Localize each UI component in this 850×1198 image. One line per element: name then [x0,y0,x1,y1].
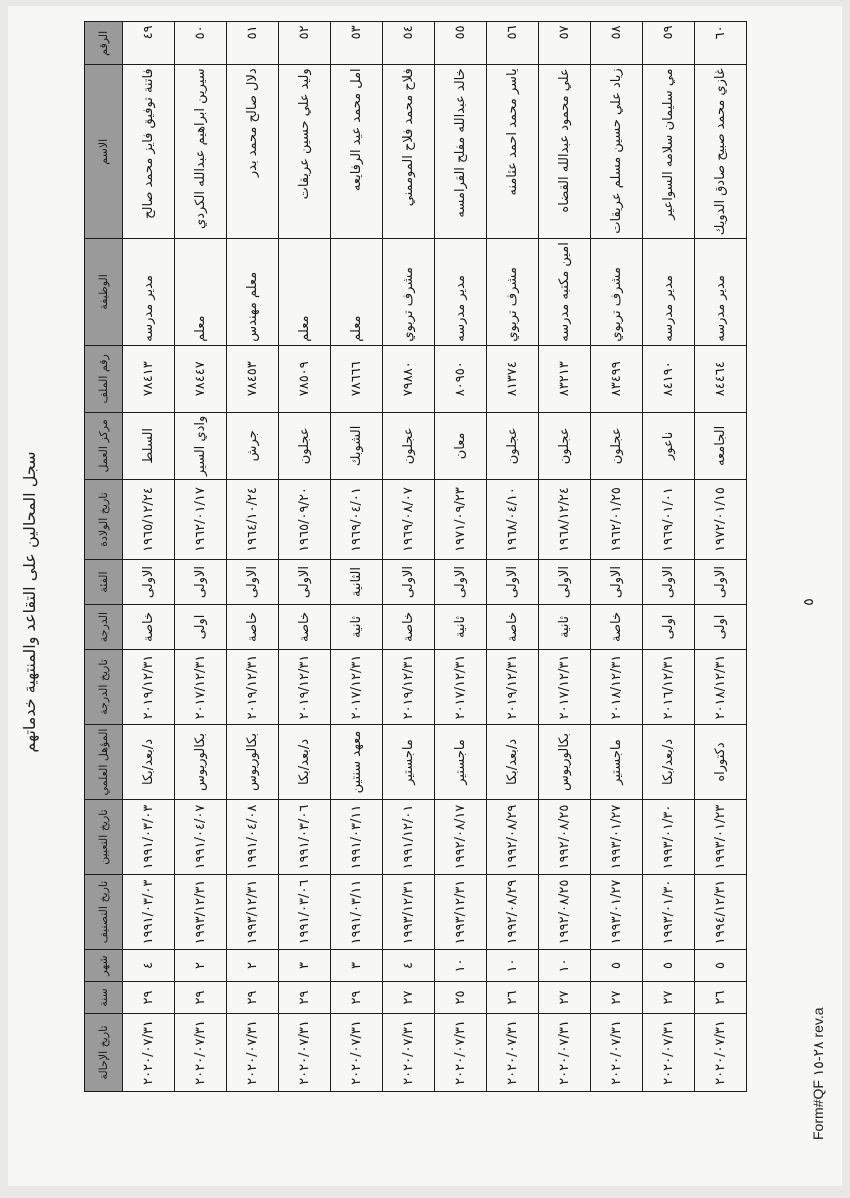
cell-file: ٧٨٤٥٣ [227,345,279,412]
cell-grade-date: ٢٠١٩/١٢/٣١ [487,650,539,725]
cell-no: ٦٠ [695,22,747,65]
form-code: Form#QF ٢٨-١٥ rev.a [810,1007,826,1140]
table-row [383,22,435,1092]
cell-month: ١٠ [487,950,539,982]
table-row [123,22,175,1092]
cell-center: عجلون [591,412,643,479]
cell-classification: ١٩٩١/٠٣/١١ [331,875,383,950]
cell-category: الاولى [695,560,747,605]
cell-grade-date: ٢٠١٨/١٢/٣١ [591,650,643,725]
cell-grade-date: ٢٠١٩/١٢/٣١ [279,650,331,725]
cell-job: معلم [175,239,227,346]
cell-appointment: ١٩٩٢/٠٨/٢٩ [487,800,539,875]
cell-name: غازي محمد صبيح صادق الدويك [695,65,747,239]
cell-name: امل محمد عيد الرفايعه [331,65,383,239]
cell-appointment: ١٩٩٣/٠١/٢٧ [591,800,643,875]
cell-appointment: ١٩٩١/٠٤/٠٧ [175,800,227,875]
cell-month: ٢ [227,950,279,982]
cell-job: مدير مدرسه [695,239,747,346]
header-appointment: تاريخ التعيين [85,800,123,875]
cell-job: مشرف تربوي [383,239,435,346]
cell-grade: اولى [695,605,747,650]
page-number: ٥ [801,598,817,606]
cell-name: خالد عبدالله مفلح القرامسه [435,65,487,239]
table-row [227,22,279,1092]
cell-grade-date: ٢٠١٨/١٢/٣١ [695,650,747,725]
header-file: رقم الملف [85,345,123,412]
cell-classification: ١٩٩٣/١٢/٣١ [227,875,279,950]
cell-qualification: دكتوراه [695,725,747,800]
cell-retirement: ٢٠٢٠/٠٧/٣١ [539,1014,591,1092]
cell-grade: خاصة [487,605,539,650]
header-grade: الدرجة [85,605,123,650]
cell-job: مدير مدرسه [123,239,175,346]
cell-classification: ١٩٩٢/٠٨/٢٩ [487,875,539,950]
table-header-row [85,22,123,1092]
cell-grade-date: ٢٠١٧/١٢/٣١ [539,650,591,725]
cell-month: ٥ [695,950,747,982]
cell-grade: خاصة [279,605,331,650]
cell-job: مدير مدرسه [435,239,487,346]
cell-file: ٨٠٩٥٠ [435,345,487,412]
cell-job: مدير مدرسه [643,239,695,346]
cell-year: ٢٩ [279,982,331,1014]
cell-file: ٧٨٥٠٩ [279,345,331,412]
cell-classification: ١٩٩١/٠٣/٠٦ [279,875,331,950]
cell-name: فاتنة توفيق فايز محمد صالح [123,65,175,239]
cell-no: ٥٥ [435,22,487,65]
cell-retirement: ٢٠٢٠/٠٧/٣١ [227,1014,279,1092]
cell-no: ٥٩ [643,22,695,65]
cell-birth: ١٩٦٩/٠١/٠١ [643,480,695,560]
cell-classification: ١٩٩٣/٠١/٣٠ [643,875,695,950]
cell-qualification: د/بعد/بكا [487,725,539,800]
cell-center: وادي السير [175,412,227,479]
cell-category: الاولى [539,560,591,605]
cell-no: ٥١ [227,22,279,65]
table-row [435,22,487,1092]
cell-category: الاولى [383,560,435,605]
cell-appointment: ١٩٩٢/٠٨/٢٥ [539,800,591,875]
cell-retirement: ٢٠٢٠/٠٧/٣١ [383,1014,435,1092]
cell-birth: ١٩٦٩/٠٤/٠١ [331,480,383,560]
cell-month: ٥ [643,950,695,982]
cell-file: ٧٨٤١٣ [123,345,175,412]
cell-name: فلاح محمد فلاح الموممني [383,65,435,239]
cell-no: ٥٣ [331,22,383,65]
cell-category: الاولى [435,560,487,605]
cell-classification: ١٩٩٢/٠٨/٢٥ [539,875,591,950]
cell-category: الاولى [279,560,331,605]
table-row [175,22,227,1092]
cell-job: امين مكتبه مدرسه [539,239,591,346]
cell-grade: خاصة [227,605,279,650]
cell-file: ٨٤١٩٠ [643,345,695,412]
cell-name: مي سليمان سلامه السواعير [643,65,695,239]
cell-center: عجلون [487,412,539,479]
cell-retirement: ٢٠٢٠/٠٧/٣١ [695,1014,747,1092]
cell-category: الثانية [331,560,383,605]
cell-month: ١٠ [539,950,591,982]
cell-center: السلط [123,412,175,479]
cell-grade-date: ٢٠١٧/١٢/٣١ [175,650,227,725]
cell-appointment: ١٩٩١/٠٤/٠٨ [227,800,279,875]
cell-file: ٧٨٦٦٦ [331,345,383,412]
table-row [331,22,383,1092]
cell-grade-date: ٢٠١٩/١٢/٣١ [123,650,175,725]
cell-qualification: بكالوريوس [539,725,591,800]
cell-grade: خاصة [591,605,643,650]
cell-appointment: ١٩٩٢/٠٨/١٧ [435,800,487,875]
cell-grade-date: ٢٠١٧/١٢/٣١ [331,650,383,725]
cell-appointment: ١٩٩٣/٠١/٢٣ [695,800,747,875]
cell-appointment: ١٩٩١/٠٣/١١ [331,800,383,875]
cell-retirement: ٢٠٢٠/٠٧/٣١ [175,1014,227,1092]
cell-month: ٤ [383,950,435,982]
table-row [279,22,331,1092]
cell-qualification: ماجستير [591,725,643,800]
cell-year: ٢٩ [331,982,383,1014]
cell-appointment: ١٩٩١/١٢/٠١ [383,800,435,875]
cell-year: ٢٧ [643,982,695,1014]
cell-year: ٢٦ [695,982,747,1014]
cell-birth: ١٩٧٢/٠١/١٥ [695,480,747,560]
cell-classification: ١٩٩٣/١٢/٣١ [175,875,227,950]
cell-category: الاولى [227,560,279,605]
cell-year: ٢٦ [487,982,539,1014]
cell-category: الاولى [123,560,175,605]
document-page [8,6,842,1186]
cell-month: ٤ [123,950,175,982]
header-month: شهر [85,950,123,982]
header-grade-date: تاريخ الدرجة [85,650,123,725]
cell-no: ٥٦ [487,22,539,65]
table-row [695,22,747,1092]
header-center: مركز العمل [85,412,123,479]
cell-grade-date: ٢٠١٧/١٢/٣١ [435,650,487,725]
cell-grade: ثانية [331,605,383,650]
cell-file: ٧٨٤٤٧ [175,345,227,412]
cell-center: عجلون [279,412,331,479]
cell-job: مشرف تربوي [487,239,539,346]
cell-month: ٣ [331,950,383,982]
cell-name: ياسر محمد احمد عثامنه [487,65,539,239]
cell-qualification: بكالوريوس [227,725,279,800]
header-year: سنة [85,982,123,1014]
cell-year: ٢٩ [227,982,279,1014]
cell-birth: ١٩٦٨/٠٤/١٠ [487,480,539,560]
header-no: الرقم [85,22,123,65]
cell-birth: ١٩٦٩/٠٨/٠٧ [383,480,435,560]
cell-qualification: د/بعد/بكا [643,725,695,800]
cell-month: ٢ [175,950,227,982]
cell-job: معلم مهندس [227,239,279,346]
cell-classification: ١٩٩١/٠٣/٠٣ [123,875,175,950]
cell-center: معان [435,412,487,479]
cell-birth: ١٩٦٥/٠٩/٢٠ [279,480,331,560]
cell-no: ٥٧ [539,22,591,65]
cell-no: ٥٤ [383,22,435,65]
cell-file: ٨٣٤٩٩ [591,345,643,412]
cell-center: عجلون [539,412,591,479]
cell-classification: ١٩٩٣/١٢/٣١ [435,875,487,950]
cell-classification: ١٩٩٣/١٢/٣١ [383,875,435,950]
cell-qualification: ماجستير [383,725,435,800]
cell-center: ناعور [643,412,695,479]
cell-retirement: ٢٠٢٠/٠٧/٣١ [487,1014,539,1092]
cell-birth: ١٩٦٤/١٠/٢٤ [227,480,279,560]
header-birth: تاريخ الولادة [85,480,123,560]
cell-no: ٥٨ [591,22,643,65]
header-category: الفئة [85,560,123,605]
cell-grade: خاصة [383,605,435,650]
cell-qualification: معهد سنتين [331,725,383,800]
cell-center: الجامعه [695,412,747,479]
cell-qualification: بكالوريوس [175,725,227,800]
cell-month: ٥ [591,950,643,982]
cell-year: ٢٧ [383,982,435,1014]
cell-category: الاولى [643,560,695,605]
cell-retirement: ٢٠٢٠/٠٧/٣١ [591,1014,643,1092]
cell-file: ٨٣٢١٣ [539,345,591,412]
header-classification: تاريخ التصنيف [85,875,123,950]
cell-qualification: د/بعد/بكا [279,725,331,800]
cell-birth: ١٩٦٢/٠١/٢٥ [591,480,643,560]
cell-birth: ١٩٧١/٠٩/٢٣ [435,480,487,560]
rotated-page-content [8,6,850,1198]
cell-birth: ١٩٦٥/١٢/٢٤ [123,480,175,560]
cell-center: عجلون [383,412,435,479]
header-name: الاسم [85,65,123,239]
cell-job: معلم [279,239,331,346]
cell-grade: ثانية [435,605,487,650]
cell-no: ٤٩ [123,22,175,65]
cell-grade-date: ٢٠١٩/١٢/٣١ [227,650,279,725]
cell-grade: خاصة [123,605,175,650]
cell-appointment: ١٩٩١/٠٣/٠٦ [279,800,331,875]
page-title: سجل المحالين على التقاعد والمنتهية خدماتهم [20,451,39,753]
cell-category: الاولى [591,560,643,605]
cell-appointment: ١٩٩٣/٠١/٣٠ [643,800,695,875]
cell-name: زياد علي حسين مسلم عريقات [591,65,643,239]
cell-retirement: ٢٠٢٠/٠٧/٣١ [331,1014,383,1092]
cell-no: ٥٢ [279,22,331,65]
cell-month: ١٠ [435,950,487,982]
cell-year: ٢٩ [175,982,227,1014]
table-row [539,22,591,1092]
cell-grade-date: ٢٠١٦/١٢/٣١ [643,650,695,725]
cell-retirement: ٢٠٢٠/٠٧/٣١ [643,1014,695,1092]
cell-retirement: ٢٠٢٠/٠٧/٣١ [279,1014,331,1092]
cell-center: الشوبك [331,412,383,479]
table-row [591,22,643,1092]
cell-name: سيرين ابراهيم عبدالله الكردي [175,65,227,239]
cell-birth: ١٩٦٢/٠١/١٧ [175,480,227,560]
cell-month: ٣ [279,950,331,982]
cell-name: وليد علي حسين عريقات [279,65,331,239]
header-qualification: المؤهل العلمي [85,725,123,800]
cell-no: ٥٠ [175,22,227,65]
cell-file: ٨١٣٧٤ [487,345,539,412]
cell-retirement: ٢٠٢٠/٠٧/٣١ [435,1014,487,1092]
cell-qualification: ماجستير [435,725,487,800]
retirees-table [84,21,747,1092]
cell-year: ٢٥ [435,982,487,1014]
cell-grade: ثانية [539,605,591,650]
cell-year: ٢٧ [591,982,643,1014]
cell-center: جرش [227,412,279,479]
cell-name: علي محمود عبدالله القضاه [539,65,591,239]
cell-grade: اولى [175,605,227,650]
header-job: الوظيفة [85,239,123,346]
cell-name: دلال صالح محمد بدر [227,65,279,239]
table-row [487,22,539,1092]
cell-classification: ١٩٩٤/١٢/٣١ [695,875,747,950]
cell-year: ٢٧ [539,982,591,1014]
cell-category: الاولى [175,560,227,605]
cell-grade-date: ٢٠١٩/١٢/٣١ [383,650,435,725]
cell-qualification: د/بعد/بكا [123,725,175,800]
cell-birth: ١٩٦٨/١٢/٢٤ [539,480,591,560]
cell-grade: اولى [643,605,695,650]
cell-file: ٧٩٨٨٠ [383,345,435,412]
cell-appointment: ١٩٩١/٠٣/٠٣ [123,800,175,875]
cell-job: معلم [331,239,383,346]
cell-category: الاولى [487,560,539,605]
cell-job: مشرف تربوي [591,239,643,346]
header-retirement: تاريخ الإحالة [85,1014,123,1092]
cell-retirement: ٢٠٢٠/٠٧/٣١ [123,1014,175,1092]
cell-year: ٢٩ [123,982,175,1014]
table-row [643,22,695,1092]
cell-classification: ١٩٩٣/٠١/٢٧ [591,875,643,950]
cell-file: ٨٤٤٦٤ [695,345,747,412]
